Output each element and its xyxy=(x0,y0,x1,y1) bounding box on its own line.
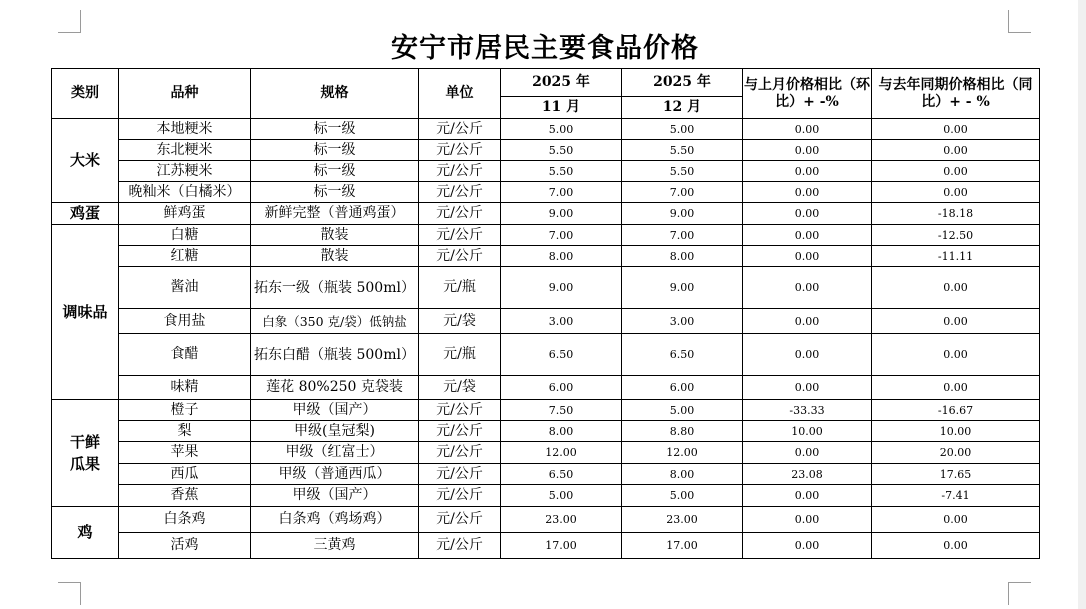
cell-spec: 标一级 xyxy=(251,119,419,140)
cell-yoy: -11.11 xyxy=(872,246,1040,267)
cell-variety: 酱油 xyxy=(119,267,251,309)
cell-yoy: 0.00 xyxy=(872,376,1040,400)
cell-yoy: 20.00 xyxy=(872,442,1040,464)
cell-prev: 6.50 xyxy=(501,334,622,376)
cell-yoy: 0.00 xyxy=(872,140,1040,161)
cell-variety: 西瓜 xyxy=(119,464,251,485)
cell-mom: 0.00 xyxy=(743,376,872,400)
cell-yoy: 0.00 xyxy=(872,309,1040,334)
category-chicken: 鸡 xyxy=(52,507,119,559)
header-spec: 规格 xyxy=(251,69,419,119)
cell-variety: 味精 xyxy=(119,376,251,400)
cell-variety: 食醋 xyxy=(119,334,251,376)
header-mom: 与上月价格相比（环比）+ -% xyxy=(743,69,872,119)
cell-unit: 元/公斤 xyxy=(419,203,501,225)
cell-curr: 5.50 xyxy=(622,140,743,161)
cell-yoy: -7.41 xyxy=(872,485,1040,507)
cell-prev: 8.00 xyxy=(501,421,622,442)
cell-unit: 元/公斤 xyxy=(419,400,501,421)
cell-spec: 标一级 xyxy=(251,182,419,203)
cell-yoy: 10.00 xyxy=(872,421,1040,442)
cell-curr: 3.00 xyxy=(622,309,743,334)
cell-mom: 10.00 xyxy=(743,421,872,442)
cell-spec: 甲级（国产） xyxy=(251,400,419,421)
cell-mom: 0.00 xyxy=(743,267,872,309)
cell-spec: 莲花 80%250 克袋装 xyxy=(251,376,419,400)
cell-curr: 7.00 xyxy=(622,225,743,246)
cell-prev: 7.00 xyxy=(501,225,622,246)
crop-mark-bottom-right xyxy=(1008,582,1031,605)
cell-prev: 5.50 xyxy=(501,140,622,161)
cell-spec: 三黄鸡 xyxy=(251,533,419,559)
cell-unit: 元/袋 xyxy=(419,309,501,334)
cell-unit: 元/公斤 xyxy=(419,182,501,203)
cell-spec: 散装 xyxy=(251,246,419,267)
cell-mom: 0.00 xyxy=(743,533,872,559)
cell-prev: 7.50 xyxy=(501,400,622,421)
cell-spec: 甲级（普通西瓜） xyxy=(251,464,419,485)
cell-unit: 元/公斤 xyxy=(419,464,501,485)
cell-variety: 香蕉 xyxy=(119,485,251,507)
cell-unit: 元/公斤 xyxy=(419,119,501,140)
cell-mom: 23.08 xyxy=(743,464,872,485)
cell-variety: 活鸡 xyxy=(119,533,251,559)
cell-variety: 白糖 xyxy=(119,225,251,246)
cell-yoy: 0.00 xyxy=(872,119,1040,140)
cell-curr: 6.00 xyxy=(622,376,743,400)
header-category: 类别 xyxy=(52,69,119,119)
cell-prev: 9.00 xyxy=(501,203,622,225)
cell-variety: 本地粳米 xyxy=(119,119,251,140)
cell-variety: 梨 xyxy=(119,421,251,442)
cell-curr: 6.50 xyxy=(622,334,743,376)
cell-curr: 8.00 xyxy=(622,464,743,485)
cell-yoy: 0.00 xyxy=(872,267,1040,309)
cell-yoy: 0.00 xyxy=(872,533,1040,559)
cell-curr: 5.50 xyxy=(622,161,743,182)
cell-mom: 0.00 xyxy=(743,140,872,161)
cell-unit: 元/瓶 xyxy=(419,267,501,309)
cell-curr: 12.00 xyxy=(622,442,743,464)
cell-yoy: 0.00 xyxy=(872,161,1040,182)
cell-variety: 鲜鸡蛋 xyxy=(119,203,251,225)
header-curr-month: 12 月 xyxy=(622,97,743,119)
cell-curr: 9.00 xyxy=(622,267,743,309)
cell-prev: 3.00 xyxy=(501,309,622,334)
cell-spec: 白条鸡（鸡场鸡） xyxy=(251,507,419,533)
category-fruit: 干鲜瓜果 xyxy=(52,400,119,507)
cell-prev: 5.50 xyxy=(501,161,622,182)
cell-prev: 12.00 xyxy=(501,442,622,464)
cell-variety: 食用盐 xyxy=(119,309,251,334)
cell-curr: 5.00 xyxy=(622,119,743,140)
cell-unit: 元/瓶 xyxy=(419,334,501,376)
cell-mom: 0.00 xyxy=(743,119,872,140)
cell-variety: 晚籼米（白橘米） xyxy=(119,182,251,203)
cell-curr: 5.00 xyxy=(622,400,743,421)
cell-variety: 江苏粳米 xyxy=(119,161,251,182)
cell-unit: 元/公斤 xyxy=(419,507,501,533)
cell-unit: 元/公斤 xyxy=(419,421,501,442)
cell-yoy: 0.00 xyxy=(872,182,1040,203)
cell-prev: 9.00 xyxy=(501,267,622,309)
cell-unit: 元/公斤 xyxy=(419,225,501,246)
price-table xyxy=(51,68,1040,559)
cell-spec: 白象（350 克/袋）低钠盐 xyxy=(251,309,419,334)
cell-prev: 23.00 xyxy=(501,507,622,533)
cell-curr: 8.80 xyxy=(622,421,743,442)
cell-yoy: 0.00 xyxy=(872,507,1040,533)
cell-spec: 标一级 xyxy=(251,140,419,161)
cell-mom: 0.00 xyxy=(743,309,872,334)
cell-spec: 甲级(皇冠梨) xyxy=(251,421,419,442)
cell-curr: 17.00 xyxy=(622,533,743,559)
cell-prev: 5.00 xyxy=(501,485,622,507)
cell-variety: 橙子 xyxy=(119,400,251,421)
header-variety: 品种 xyxy=(119,69,251,119)
category-condiment: 调味品 xyxy=(52,225,119,400)
cell-mom: 0.00 xyxy=(743,203,872,225)
cell-variety: 东北粳米 xyxy=(119,140,251,161)
cell-mom: 0.00 xyxy=(743,485,872,507)
cell-mom: 0.00 xyxy=(743,182,872,203)
cell-prev: 17.00 xyxy=(501,533,622,559)
cell-unit: 元/公斤 xyxy=(419,161,501,182)
cell-curr: 9.00 xyxy=(622,203,743,225)
cell-spec: 甲级（国产） xyxy=(251,485,419,507)
header-prev-month: 11 月 xyxy=(501,97,622,119)
cell-spec: 拓东白醋（瓶装 500ml） xyxy=(251,334,419,376)
cell-unit: 元/公斤 xyxy=(419,485,501,507)
cell-prev: 6.50 xyxy=(501,464,622,485)
header-curr-year: 2025 年 xyxy=(622,69,743,97)
header-unit: 单位 xyxy=(419,69,501,119)
cell-prev: 8.00 xyxy=(501,246,622,267)
cell-spec: 散装 xyxy=(251,225,419,246)
cell-unit: 元/公斤 xyxy=(419,442,501,464)
page-title: 安宁市居民主要食品价格 xyxy=(391,33,699,64)
cell-mom: 0.00 xyxy=(743,334,872,376)
cell-mom: -33.33 xyxy=(743,400,872,421)
cell-curr: 5.00 xyxy=(622,485,743,507)
header-prev-year: 2025 年 xyxy=(501,69,622,97)
category-rice: 大米 xyxy=(52,119,119,203)
cell-spec: 标一级 xyxy=(251,161,419,182)
cell-curr: 7.00 xyxy=(622,182,743,203)
cell-mom: 0.00 xyxy=(743,507,872,533)
cell-mom: 0.00 xyxy=(743,161,872,182)
cell-yoy: 0.00 xyxy=(872,334,1040,376)
category-egg: 鸡蛋 xyxy=(52,203,119,225)
cell-unit: 元/袋 xyxy=(419,376,501,400)
cell-mom: 0.00 xyxy=(743,246,872,267)
cell-prev: 6.00 xyxy=(501,376,622,400)
cell-yoy: -12.50 xyxy=(872,225,1040,246)
cell-variety: 苹果 xyxy=(119,442,251,464)
cell-unit: 元/公斤 xyxy=(419,246,501,267)
cell-curr: 8.00 xyxy=(622,246,743,267)
cell-yoy: -18.18 xyxy=(872,203,1040,225)
cell-spec: 甲级（红富士） xyxy=(251,442,419,464)
crop-mark-bottom-left xyxy=(58,582,81,605)
cell-yoy: -16.67 xyxy=(872,400,1040,421)
cell-spec: 新鲜完整（普通鸡蛋） xyxy=(251,203,419,225)
cell-unit: 元/公斤 xyxy=(419,140,501,161)
cell-mom: 0.00 xyxy=(743,442,872,464)
header-yoy: 与去年同期价格相比（同比）+ - % xyxy=(872,69,1040,119)
cell-unit: 元/公斤 xyxy=(419,533,501,559)
cell-yoy: 17.65 xyxy=(872,464,1040,485)
cell-curr: 23.00 xyxy=(622,507,743,533)
cell-prev: 5.00 xyxy=(501,119,622,140)
cell-mom: 0.00 xyxy=(743,225,872,246)
cell-spec: 拓东一级（瓶装 500ml） xyxy=(251,267,419,309)
cell-variety: 白条鸡 xyxy=(119,507,251,533)
cell-variety: 红糖 xyxy=(119,246,251,267)
cell-prev: 7.00 xyxy=(501,182,622,203)
scrollbar-track[interactable] xyxy=(1078,0,1086,609)
